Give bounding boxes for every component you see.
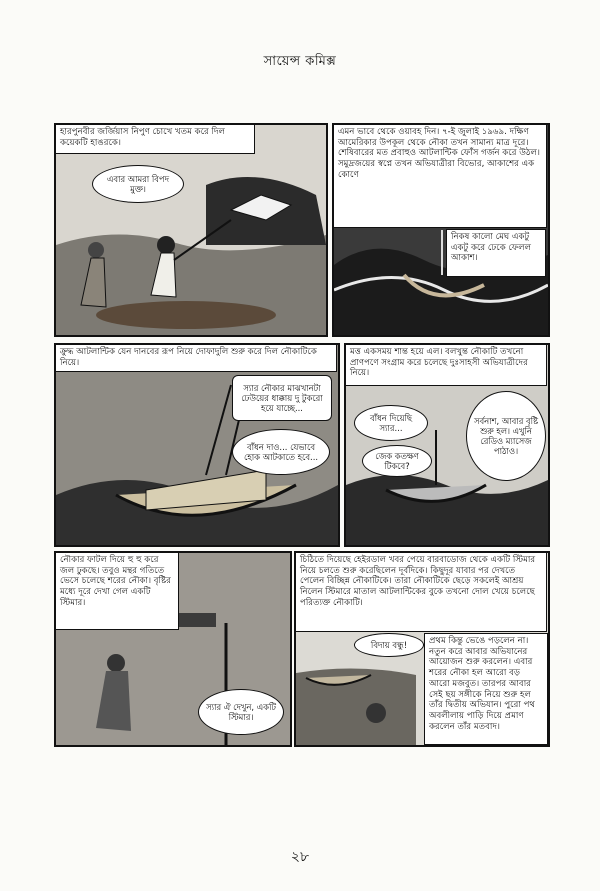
panel-2-caption-2: নিকষ কালো মেঘ একটু একটু করে ঢেকে ফেলল আকাশ। [446, 229, 546, 277]
panel-4-calm-sea [344, 343, 550, 547]
panel-6-abandon-ship [294, 551, 550, 747]
panel-1-illustration [56, 125, 326, 335]
page-number: ২৮ [290, 849, 310, 865]
panel-5-caption: নৌকার ফাটল দিয়ে হু হু করে জল ঢুকছে। তবুও মন্থর গতিতে ভেসে চলেছে শরের নৌকা। বৃষ্টির মধ্যে দূরে দেখা গেল একটি স্টিমার। [55, 552, 179, 630]
panel-6-balloon: বিদায় বন্ধু! [354, 633, 424, 657]
panel-5-balloon: স্যার ঐ দেখুন, একটি স্টিমার। [198, 689, 284, 735]
panel-5-steamer-sighted [54, 551, 292, 747]
panel-1-balloon: এবার আমরা বিপদ মুক্ত। [92, 165, 184, 203]
panel-2-caption: এমন ভাবে থেকে ওয়াবহ দিন। ৭-ই জুলাই ১৯৬৯. দক্ষিণ আমেরিকার উপকূল থেকে নৌকা তখন সামান্য মাত্র দূরে। শেষিবারের মত প্রবাহুও আটলান্টিক ফোঁস গর্জন করে উঠল। সমুদ্রজয়ের স্বপ্নে তখন অভিযাত্রীরা বিভোর, আকাশের এক কোণে [333, 124, 547, 228]
panel-3-balloon-2: বাঁধন দাও... যেভাবে হোক আটকাতে হবে... [232, 429, 330, 475]
panel-3-balloon-1: স্যার নৌকার মাঝখানটা ঢেউয়ের ধাক্কায় দু টুকরো হয়ে যাচ্ছে... [232, 375, 332, 421]
page-header: সায়েন্স কমিক্স [263, 54, 337, 69]
panel-4-caption: মত্ত একসময় শান্ত হয়ে এল। বলখুন্ত নৌকাটি তখনো প্রাণপণে সংগ্রাম করে চলেছে দুঃসাহসী অভিযাত্রীদের নিয়ে। [345, 344, 547, 386]
panel-4-balloon-2: জেক কতক্ষণ টিকবে? [362, 445, 432, 477]
panel-6-caption-2: প্রথম কিন্তু ভেঙে পড়লেন না। নতুন করে আবার অভিযানের আয়োজন শুরু করলেন। এবার শরের নৌকা হল আরো বড় আরো মজবুত। তারপর আবার সেই ছয় সঙ্গীকে নিয়ে শুরু হল তাঁর দ্বিতীয় অভিযান। পুরো পথ অবলীলায় পাড়ি দিয়ে প্রমাণ করলেন তাঁর মতবাদ। [424, 633, 548, 745]
panel-3-atlantic-fury [54, 343, 340, 547]
panel-4-balloon-1: বাঁধন দিয়েছি স্যার... [354, 405, 428, 441]
panel-1-harpoon [54, 123, 328, 337]
panel-3-caption: ক্রুদ্ধ আটলান্টিক যেন দানবের রূপ নিয়ে দোফাদুলি শুরু করে দিল নৌকাটিকে নিয়ে। [55, 344, 337, 372]
panel-2-storm-begins [332, 123, 550, 337]
panel-4-balloon-3: সর্বনাশ, আবার বৃষ্টি শুরু হল। এখুনি রেডিও ম্যাসেজ পাঠাও। [466, 391, 546, 481]
panel-6-caption: চিঠিতে দিয়েছে হেইরডাল খবর পেয়ে বারবাডোজ থেকে একটি স্টিমার নিয়ে চলতে শুরু করেছিলেন দূর্বদিকে। কিছুদূর যাবার পর দেখতে পেলেন বিচ্ছিন্ন নৌকাটিকে। তারা নৌকাটিকে ছেড়ে সকলেই আশ্রয় নিলেন স্টিমারে মাতাল আটলান্টিকের বুকে তখনো দোল খেয়ে চলেছে পরিত্যক্ত নৌকাটি। [295, 552, 547, 632]
panel-1-caption: হারপুনবীর জর্জিয়াস নিপুণ চোখে খতম করে দিল কয়েকটি হাঙরকে। [55, 124, 255, 154]
